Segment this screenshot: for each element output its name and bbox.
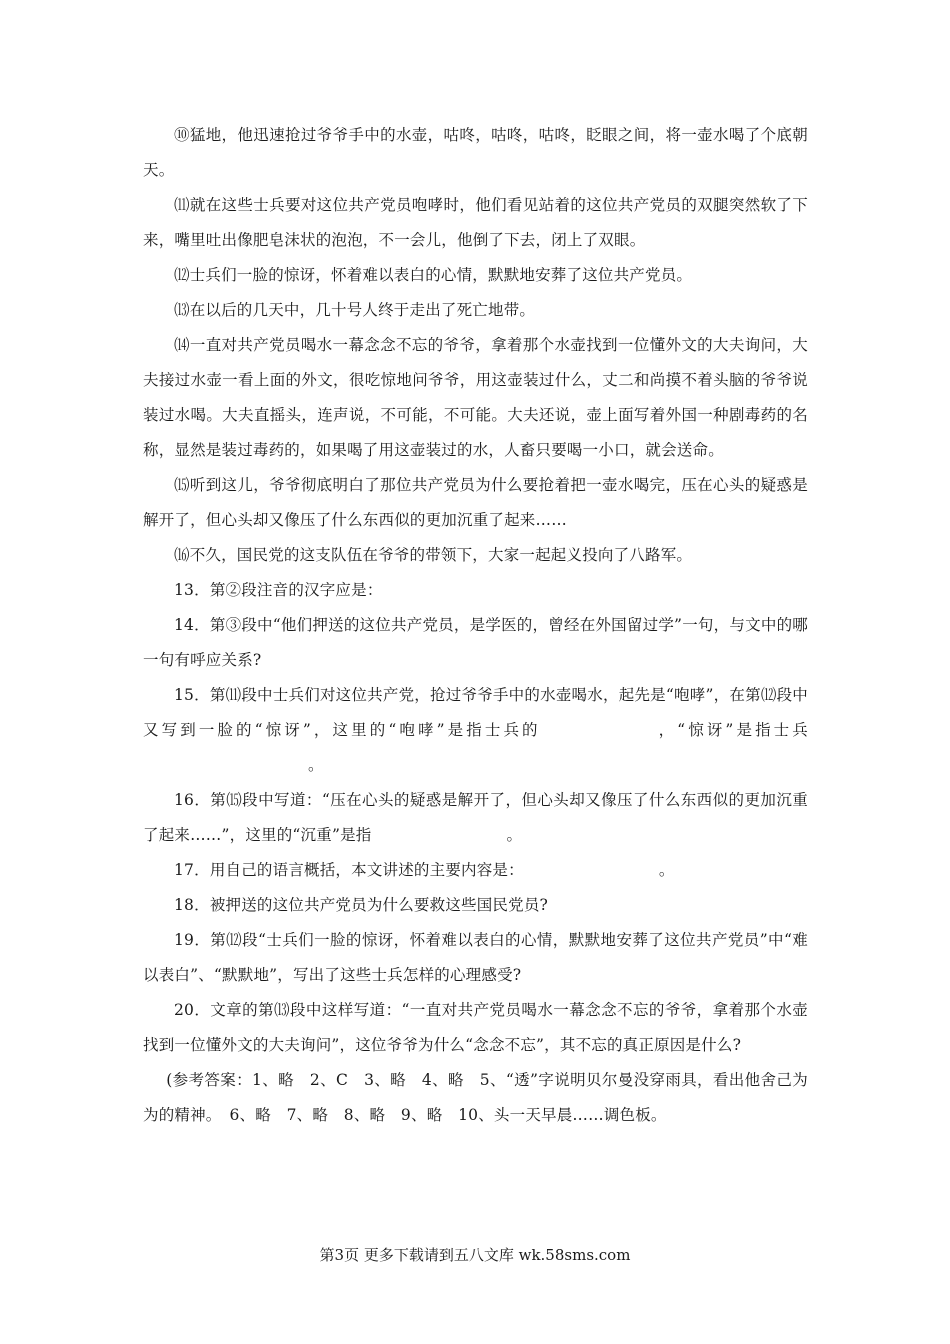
question-16-text-a: 16．第⒂段中写道：“压在心头的疑惑是解开了，但心头却又像压了什么东西似的更加沉重了起来……”，这里的“沉重”是指: [143, 791, 808, 844]
question-19: 19．第⑿段“士兵们一脸的惊讶，怀着难以表白的心情，默默地安葬了这位共产党员”中“难以表白”、“默默地”，写出了这些士兵怎样的心理感受?: [143, 931, 808, 984]
question-15-text-a: 15．第⑾段中士兵们对这位共产党，抢过爷爷手中的水壶喝水，起先是“咆哮”，在第⑿段中又写到一脸的“惊讶”，这里的“咆哮”是指士兵的: [143, 686, 808, 739]
question-15: [143, 678, 808, 783]
question-18: 18．被押送的这位共产党员为什么要救这些国民党员?: [174, 896, 549, 914]
question-15-text-b: ，“惊讶”是指士兵: [655, 721, 808, 739]
paragraph-16: ⒃不久，国民党的这支队伍在爷爷的带领下，大家一起起义投向了八路军。: [174, 546, 693, 564]
paragraph-12: ⑿士兵们一脸的惊讶，怀着难以表白的心情，默默地安葬了这位共产党员。: [174, 266, 693, 284]
question-15-text-c: 。: [308, 756, 324, 774]
reference-answers: (参考答案：1、略 2、C 3、略 4、略 5、“透”字说明贝尔曼没穿雨具，看出他舍己为为的精神。 6、略 7、略 8、略 9、略 10、头一天早晨……调色板。: [143, 1071, 808, 1124]
paragraph-14: ⒁一直对共产党员喝水一幕念念不忘的爷爷，拿着那个水壶找到一位懂外文的大夫询问，大夫接过水壶一看上面的外文，很吃惊地问爷爷，用这壶装过什么，丈二和尚摸不着头脑的爷爷说装过水喝。大夫直摇头，连声说，不可能，不可能。大夫还说，壶上面写着外国一种剧毒药的名称，显然是装过毒药的，如果喝了用这壶装过的水，人畜只要喝一小口，就会送命。: [143, 336, 808, 459]
question-13: 13．第②段注音的汉字应是：: [174, 581, 383, 599]
paragraph-11: ⑾就在这些士兵要对这位共产党员咆哮时，他们看见站着的这位共产党员的双腿突然软了下来，嘴里吐出像肥皂沫状的泡泡，不一会儿，他倒了下去，闭上了双眼。: [143, 196, 808, 249]
question-16-text-b: 。: [506, 826, 523, 844]
article-body: [143, 118, 808, 1133]
paragraph-15: ⒂听到这儿，爷爷彻底明白了那位共产党员为什么要抢着把一壶水喝完，压在心头的疑惑是解开了，但心头却又像压了什么东西似的更加沉重了起来……: [143, 476, 808, 529]
paragraph-10: ⑩猛地，他迅速抢过爷爷手中的水壶，咕咚，咕咚，咕咚，眨眼之间，将一壶水喝了个底朝天。: [143, 126, 808, 179]
question-17-text-b: 。: [658, 861, 675, 879]
question-17-text-a: 17．用自己的语言概括，本文讲述的主要内容是：: [174, 861, 524, 879]
question-16: [143, 783, 808, 853]
question-20: 20．文章的第⒀段中这样写道：“一直对共产党员喝水一幕念念不忘的爷爷，拿着那个水壶找到一位懂外文的大夫询问”，这位爷爷为什么“念念不忘”，其不忘的真正原因是什么?: [143, 1001, 808, 1054]
page-footer: 第3页 更多下载请到五八文库 wk.58sms.com: [319, 1246, 631, 1264]
question-17: [143, 853, 808, 888]
paragraph-13: ⒀在以后的几天中，几十号人终于走出了死亡地带。: [174, 301, 536, 319]
question-14: 14．第③段中“他们押送的这位共产党员，是学医的，曾经在外国留过学”一句，与文中的哪一句有呼应关系?: [143, 616, 808, 669]
